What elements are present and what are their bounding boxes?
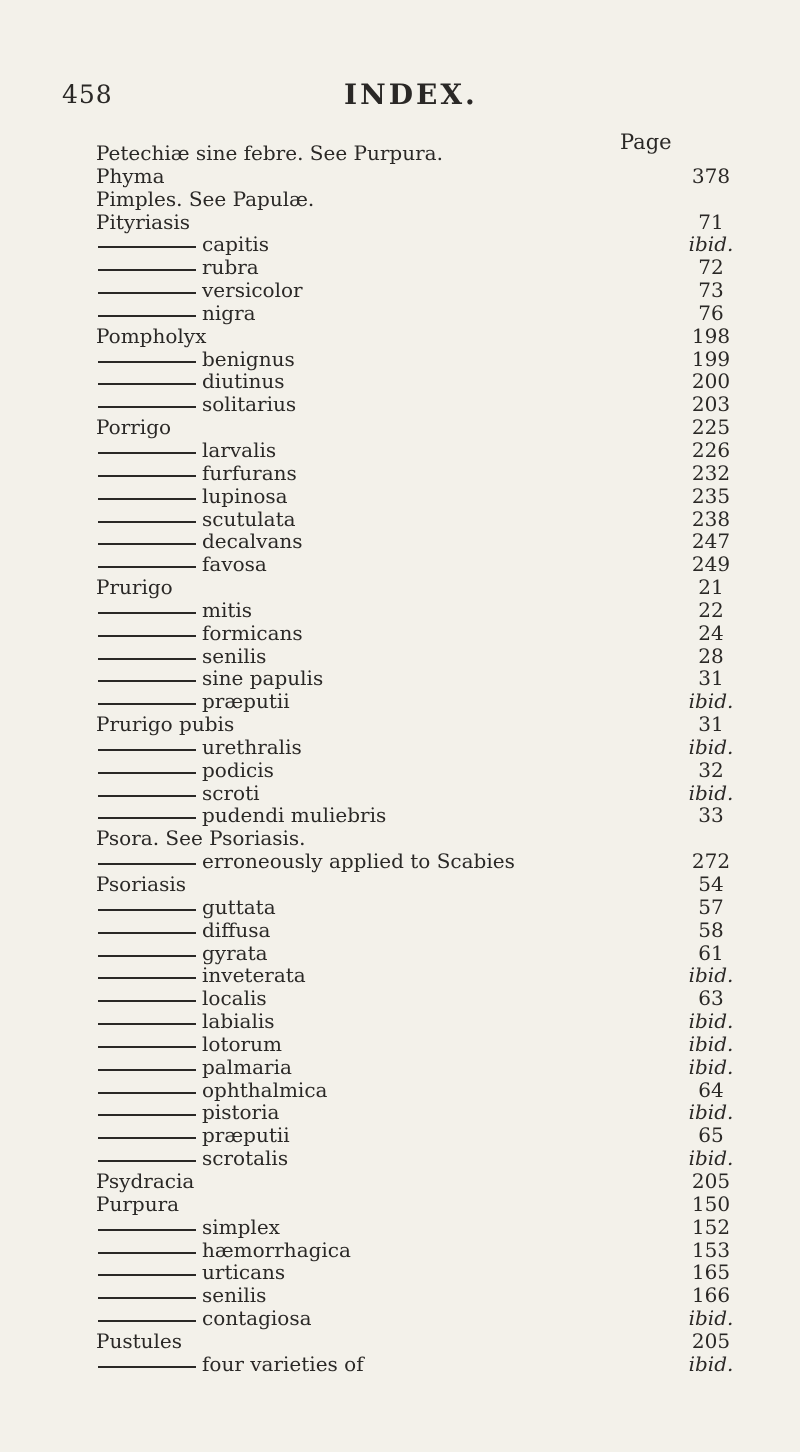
repeat-dash	[98, 1274, 196, 1276]
repeat-dash	[98, 658, 196, 660]
index-entry	[96, 1261, 746, 1284]
index-term: Pompholyx	[96, 323, 207, 348]
index-page-ref: 205	[691, 1328, 731, 1353]
index-page-ref: 32	[698, 757, 724, 782]
index-page-ref: 232	[691, 460, 731, 485]
index-term: simplex	[202, 1214, 280, 1239]
index-entry	[96, 690, 746, 713]
repeat-dash	[98, 1046, 196, 1048]
index-entry	[96, 188, 746, 211]
index-page-ref: 203	[691, 392, 731, 417]
repeat-dash	[98, 566, 196, 568]
index-entry	[96, 1307, 746, 1330]
index-entry	[96, 827, 746, 850]
index-page-ref: 166	[691, 1283, 731, 1308]
page-column-heading: Page	[620, 130, 672, 154]
repeat-dash	[98, 612, 196, 614]
index-entry	[96, 325, 746, 348]
index-page-ref: 72	[698, 255, 724, 280]
index-entry	[96, 942, 746, 965]
index-page-ref: 272	[691, 849, 731, 874]
index-term: inveterata	[202, 963, 306, 988]
index-term: pistoria	[202, 1100, 280, 1125]
index-entry	[96, 804, 746, 827]
repeat-dash	[98, 498, 196, 500]
index-term: Prurigo pubis	[96, 712, 235, 737]
index-term: sine papulis	[202, 666, 324, 691]
index-entry	[96, 964, 746, 987]
index-entry	[96, 439, 746, 462]
index-term: senilis	[202, 643, 267, 668]
index-page-ref: 153	[691, 1237, 731, 1262]
repeat-dash	[98, 1092, 196, 1094]
index-page-ref: ibid.	[688, 1306, 734, 1331]
index-page-ref: 378	[691, 163, 731, 188]
index-entry	[96, 919, 746, 942]
index-page-ref: ibid.	[688, 1351, 734, 1376]
index-entry	[96, 1079, 746, 1102]
index-page-ref: 22	[698, 597, 724, 622]
index-entry	[96, 1284, 746, 1307]
index-term: scutulata	[202, 506, 296, 531]
repeat-dash	[98, 383, 196, 385]
index-term: Pustules	[96, 1328, 183, 1353]
index-entry	[96, 759, 746, 782]
index-term: Psydracia	[96, 1168, 195, 1193]
index-term: Petechiæ sine febre. See Purpura.	[96, 141, 443, 165]
index-page-ref: 63	[698, 986, 724, 1011]
index-term: urethralis	[202, 734, 302, 759]
index-term: Pityriasis	[96, 209, 190, 234]
repeat-dash	[98, 817, 196, 819]
index-entry	[96, 1124, 746, 1147]
index-entry	[96, 1193, 746, 1216]
repeat-dash	[98, 703, 196, 705]
index-term: capitis	[202, 232, 270, 257]
index-term: benignus	[202, 346, 295, 371]
repeat-dash	[98, 1069, 196, 1071]
index-term: pudendi muliebris	[202, 803, 387, 828]
index-entry	[96, 1353, 746, 1376]
index-entry	[96, 302, 746, 325]
index-term: decalvans	[202, 529, 303, 554]
index-term: nigra	[202, 300, 256, 325]
index-term: guttata	[202, 894, 276, 919]
index-page-ref: ibid.	[688, 780, 734, 805]
index-term: scrotalis	[202, 1146, 289, 1171]
index-term: diutinus	[202, 369, 285, 394]
index-entry	[96, 142, 746, 165]
repeat-dash	[98, 680, 196, 682]
index-entry	[96, 1330, 746, 1353]
index-page-ref: 58	[698, 917, 724, 942]
index-entry	[96, 1010, 746, 1033]
index-page-ref: ibid.	[688, 232, 734, 257]
index-entry	[96, 576, 746, 599]
index-page-ref: 150	[691, 1191, 731, 1216]
index-term: rubra	[202, 255, 259, 280]
index-entry	[96, 1033, 746, 1056]
index-page-ref: 65	[698, 1123, 724, 1148]
index-page-ref: 33	[698, 803, 724, 828]
repeat-dash	[98, 1252, 196, 1254]
index-entry	[96, 462, 746, 485]
repeat-dash	[98, 315, 196, 317]
index-page-ref: 64	[698, 1077, 724, 1102]
repeat-dash	[98, 932, 196, 934]
index-term: solitarius	[202, 392, 297, 417]
repeat-dash	[98, 452, 196, 454]
index-term: hæmorrhagica	[202, 1237, 351, 1262]
index-entry	[96, 599, 746, 622]
index-term: larvalis	[202, 437, 277, 462]
repeat-dash	[98, 977, 196, 979]
repeat-dash	[98, 521, 196, 523]
index-page-ref: 247	[691, 529, 731, 554]
index-page-ref: ibid.	[688, 1100, 734, 1125]
index-page-ref: ibid.	[688, 1146, 734, 1171]
repeat-dash	[98, 406, 196, 408]
index-page-ref: ibid.	[688, 963, 734, 988]
index-page-ref: 225	[691, 415, 731, 440]
index-entry	[96, 416, 746, 439]
repeat-dash	[98, 1023, 196, 1025]
index-term: præputii	[202, 689, 290, 714]
repeat-dash	[98, 863, 196, 865]
index-entry	[96, 508, 746, 531]
repeat-dash	[98, 1229, 196, 1231]
index-page-ref: 71	[698, 209, 724, 234]
index-page-ref: ibid.	[688, 1009, 734, 1034]
repeat-dash	[98, 361, 196, 363]
index-entry	[96, 256, 746, 279]
index-term: palmaria	[202, 1054, 292, 1079]
index-term: four varieties of	[202, 1351, 364, 1376]
index-term: erroneously applied to Scabies	[202, 849, 515, 874]
repeat-dash	[98, 909, 196, 911]
index-page-ref: 238	[691, 506, 731, 531]
repeat-dash	[98, 1114, 196, 1116]
index-entry	[96, 645, 746, 668]
page-number: 458	[62, 80, 113, 109]
index-entry	[96, 873, 746, 896]
repeat-dash	[98, 1160, 196, 1162]
index-page-ref: 235	[691, 483, 731, 508]
index-term: contagiosa	[202, 1306, 312, 1331]
index-page-ref: 54	[698, 872, 724, 896]
index-term: mitis	[202, 597, 253, 622]
repeat-dash	[98, 269, 196, 271]
index-term: Purpura	[96, 1191, 180, 1216]
index-page-ref: ibid.	[688, 1031, 734, 1056]
index-page-ref: ibid.	[688, 734, 734, 759]
index-entry	[96, 1101, 746, 1124]
index-term: diffusa	[202, 917, 271, 942]
index-page-ref: 24	[698, 620, 724, 645]
repeat-dash	[98, 1297, 196, 1299]
index-term: lupinosa	[202, 483, 288, 508]
index-term: præputii	[202, 1123, 290, 1148]
index-page-ref: 200	[691, 369, 731, 394]
index-page-ref: 205	[691, 1168, 731, 1193]
index-entry	[96, 736, 746, 759]
index-term: Porrigo	[96, 415, 172, 440]
index-page-ref: 28	[698, 643, 724, 668]
index-page-ref: 226	[691, 437, 731, 462]
index-page-ref: 57	[698, 894, 724, 919]
repeat-dash	[98, 635, 196, 637]
index-page-ref: 73	[698, 278, 724, 303]
index-term: furfurans	[202, 460, 297, 485]
index-entry	[96, 622, 746, 645]
index-entry	[96, 393, 746, 416]
repeat-dash	[98, 543, 196, 545]
page-title: INDEX.	[344, 78, 478, 111]
index-entry	[96, 485, 746, 508]
index-page-ref: 249	[691, 552, 731, 577]
index-page-ref: 76	[698, 300, 724, 325]
repeat-dash	[98, 1137, 196, 1139]
index-entry	[96, 987, 746, 1010]
index-entry	[96, 553, 746, 576]
repeat-dash	[98, 772, 196, 774]
index-term: lotorum	[202, 1031, 282, 1056]
index-term: podicis	[202, 757, 274, 782]
index-term: versicolor	[202, 278, 303, 303]
index-term: Phyma	[96, 163, 165, 188]
repeat-dash	[98, 749, 196, 751]
repeat-dash	[98, 1320, 196, 1322]
index-entries	[96, 142, 746, 1376]
index-page-ref: 199	[691, 346, 731, 371]
index-entry	[96, 896, 746, 919]
index-entry	[96, 667, 746, 690]
index-term: scroti	[202, 780, 260, 805]
index-entry	[96, 348, 746, 371]
index-term: formicans	[202, 620, 303, 645]
index-entry	[96, 1216, 746, 1239]
repeat-dash	[98, 475, 196, 477]
index-page-ref: ibid.	[688, 689, 734, 714]
index-page-ref: 21	[698, 575, 724, 600]
index-page-ref: 198	[691, 323, 731, 348]
index-entry	[96, 1056, 746, 1079]
index-entry	[96, 713, 746, 736]
index-entry	[96, 370, 746, 393]
repeat-dash	[98, 1000, 196, 1002]
index-term: senilis	[202, 1283, 267, 1308]
index-term: ophthalmica	[202, 1077, 328, 1102]
index-term: Prurigo	[96, 575, 173, 600]
index-term: gyrata	[202, 940, 268, 965]
index-page-ref: 61	[698, 940, 724, 965]
index-term: Pimples. See Papulæ.	[96, 186, 315, 211]
index-term: labialis	[202, 1009, 275, 1034]
index-term: Psoriasis	[96, 872, 187, 896]
index-term: Psora. See Psoriasis.	[96, 826, 306, 851]
repeat-dash	[98, 1366, 196, 1368]
index-entry	[96, 1239, 746, 1262]
index-entry	[96, 211, 746, 234]
index-entry	[96, 530, 746, 553]
index-term: urticans	[202, 1260, 286, 1285]
repeat-dash	[98, 955, 196, 957]
repeat-dash	[98, 795, 196, 797]
index-page-ref: 165	[691, 1260, 731, 1285]
index-term: localis	[202, 986, 267, 1011]
index-entry	[96, 279, 746, 302]
index-page-ref: 31	[698, 712, 724, 737]
index-entry	[96, 1147, 746, 1170]
index-entry	[96, 850, 746, 873]
repeat-dash	[98, 246, 196, 248]
index-entry	[96, 233, 746, 256]
index-term: favosa	[202, 552, 267, 577]
index-entry	[96, 165, 746, 188]
index-page-ref: ibid.	[688, 1054, 734, 1079]
index-entry	[96, 1170, 746, 1193]
index-entry	[96, 782, 746, 805]
repeat-dash	[98, 292, 196, 294]
index-page-ref: 31	[698, 666, 724, 691]
index-page-ref: 152	[691, 1214, 731, 1239]
